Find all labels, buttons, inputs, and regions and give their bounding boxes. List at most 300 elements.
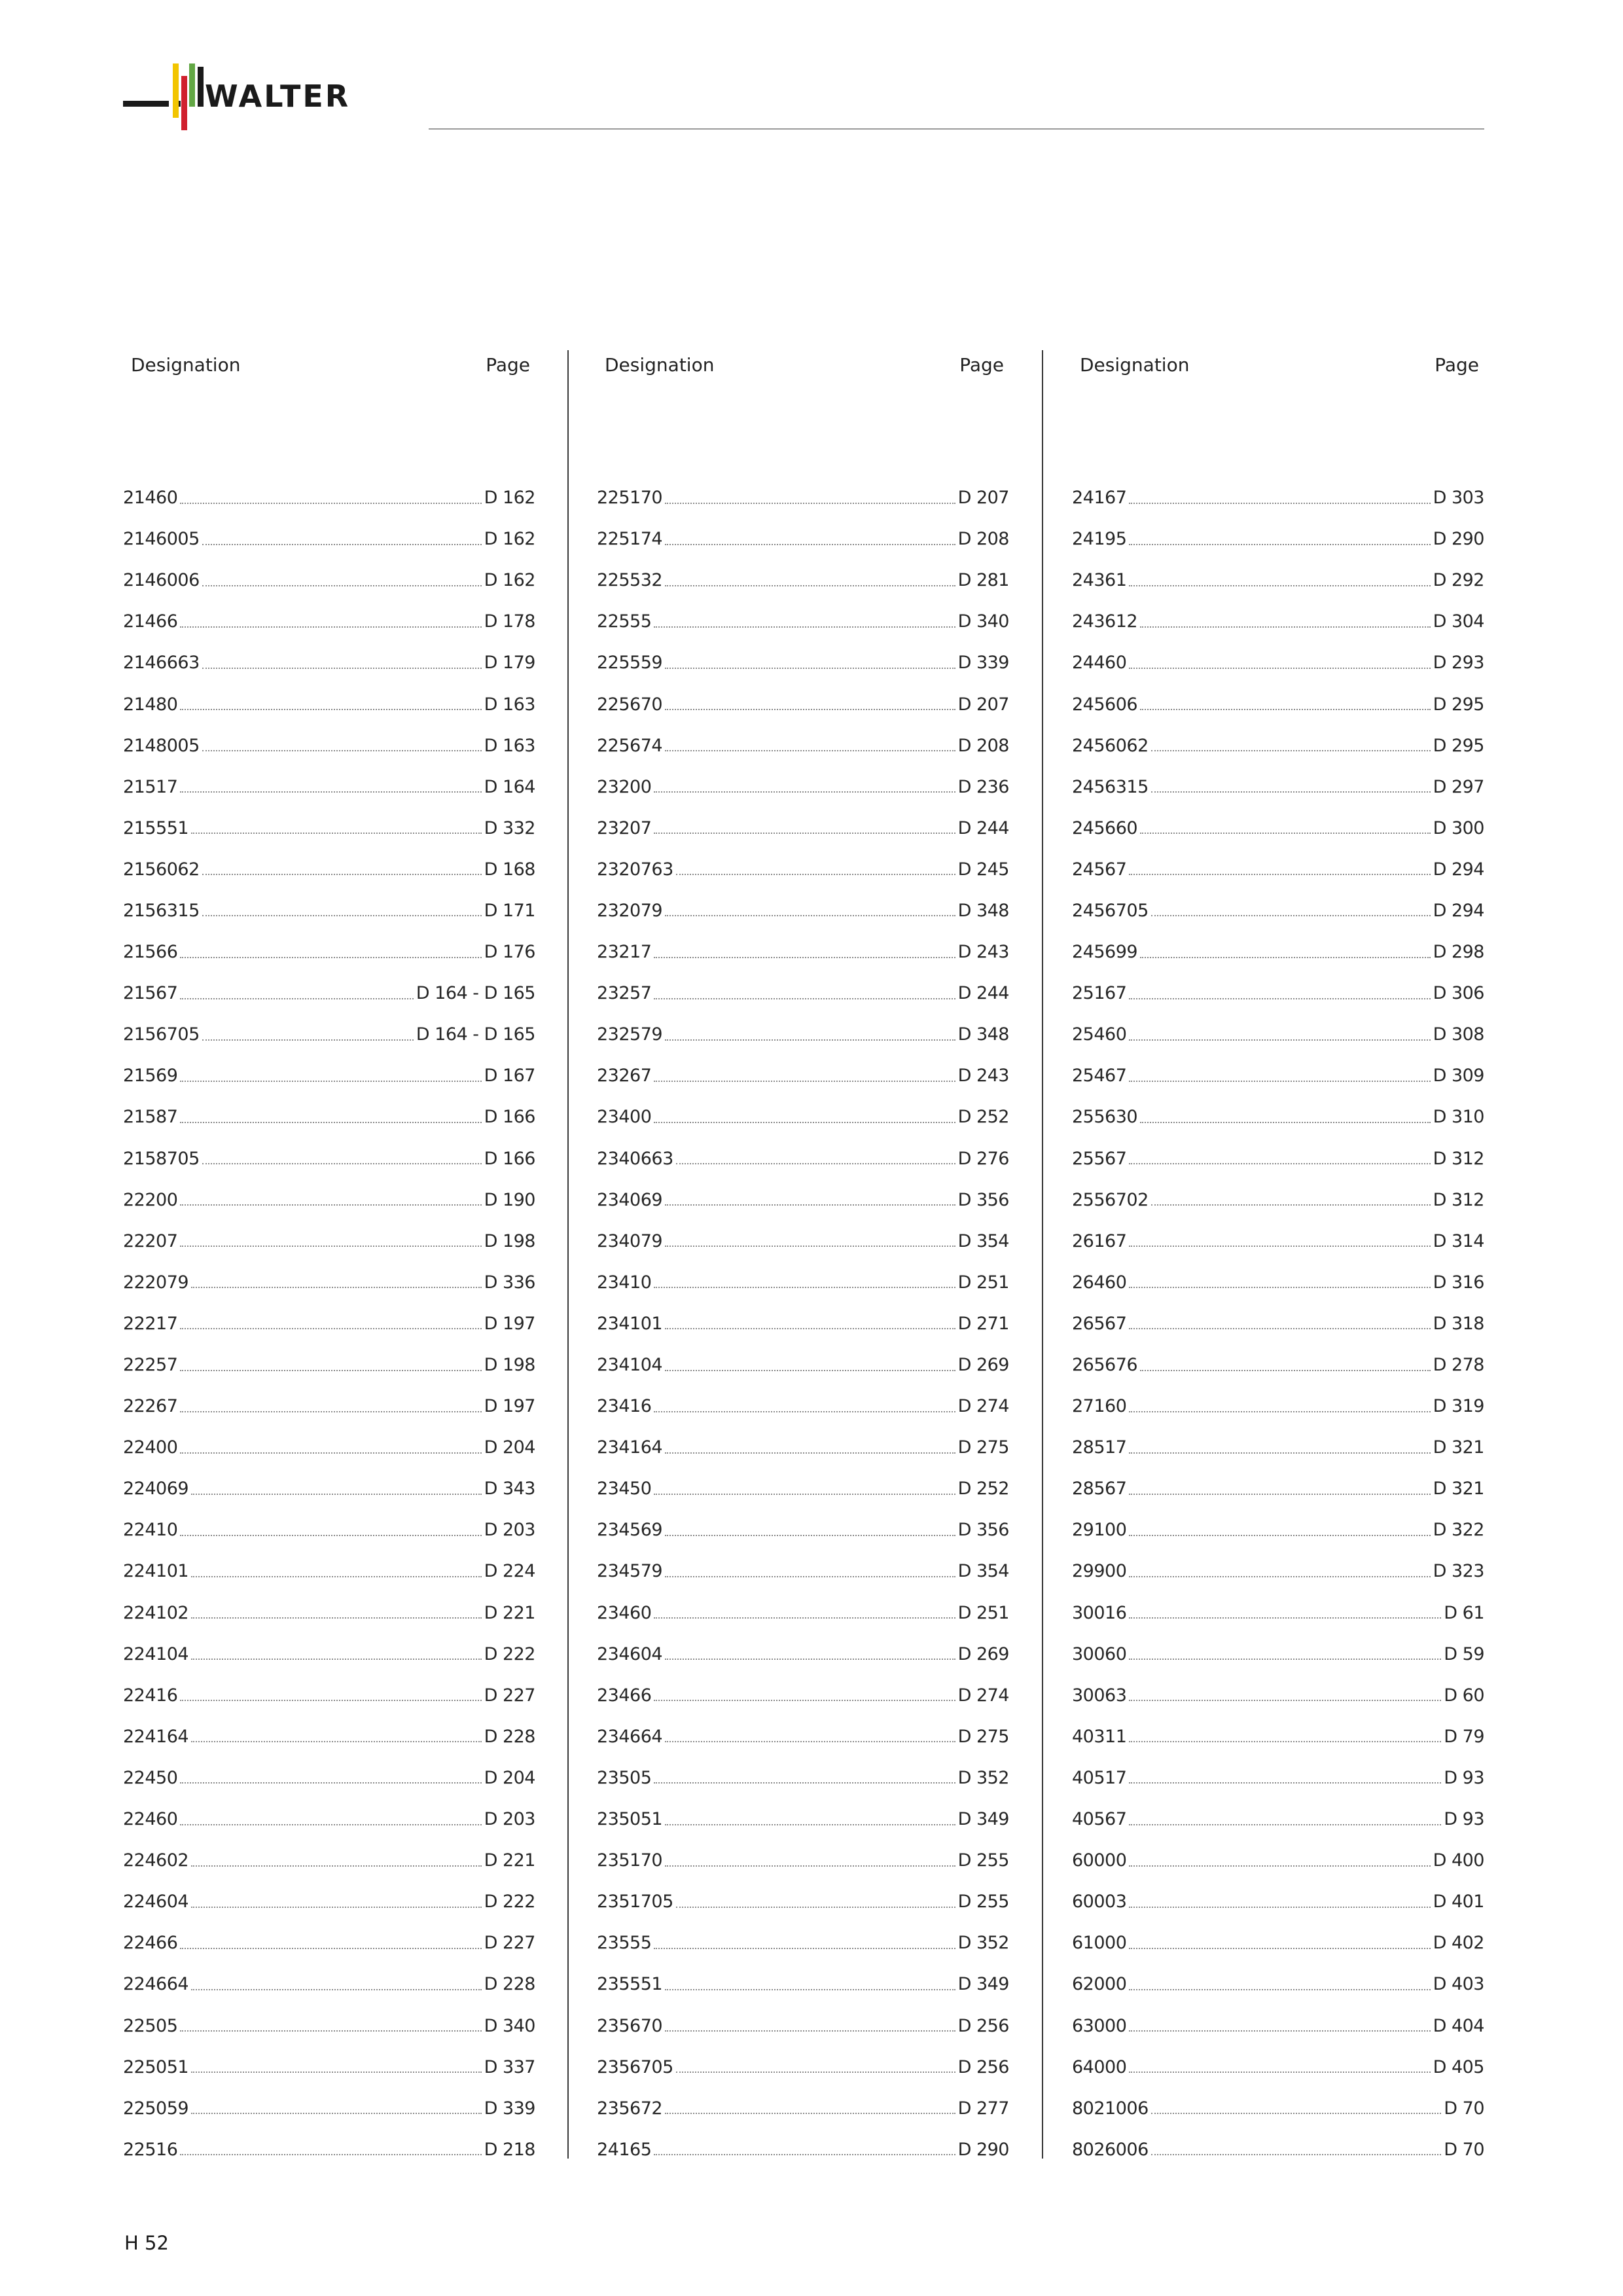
page-reference: D 162: [484, 570, 535, 591]
page-reference: D 70: [1444, 2139, 1484, 2160]
index-row: [123, 1922, 535, 1964]
index-row: [597, 1840, 1009, 1881]
dot-leader: [180, 626, 481, 628]
dot-leader: [180, 1452, 481, 1454]
page-reference: D 207: [957, 694, 1009, 715]
designation-value: 23410: [597, 1272, 652, 1293]
page-reference: D 402: [1433, 1933, 1484, 1954]
index-row: [597, 1799, 1009, 1840]
dot-leader: [654, 1081, 955, 1082]
index-row: [1072, 1964, 1484, 2005]
page-reference: D 339: [484, 2098, 535, 2119]
dot-leader: [1129, 1659, 1441, 1660]
index-column-3: [1072, 350, 1484, 2170]
dot-leader: [180, 998, 413, 999]
designation-value: 234104: [597, 1355, 663, 1376]
dot-leader: [191, 1741, 482, 1742]
designation-value: 225674: [597, 735, 663, 756]
index-row: [597, 1716, 1009, 1757]
page-reference: D 322: [1433, 1520, 1484, 1541]
designation-value: 21480: [123, 694, 178, 715]
page-reference: D 348: [957, 900, 1009, 921]
designation-heading: Designation: [1080, 353, 1190, 376]
index-row: [1072, 1757, 1484, 1799]
dot-leader: [654, 626, 955, 628]
designation-value: 23460: [597, 1602, 652, 1623]
walter-logo: [123, 60, 398, 134]
page-reference: D 198: [484, 1230, 535, 1251]
dot-leader: [1129, 1617, 1441, 1619]
index-row: [597, 1138, 1009, 1179]
dot-leader: [1151, 791, 1431, 793]
designation-value: 2456315: [1072, 776, 1149, 797]
index-row: [123, 2047, 535, 2088]
designation-value: 21569: [123, 1066, 178, 1086]
index-row: [1072, 2088, 1484, 2129]
index-row: [597, 973, 1009, 1014]
designation-value: 30016: [1072, 1602, 1127, 1623]
designation-value: 245606: [1072, 694, 1138, 715]
page-reference: D 198: [484, 1355, 535, 1376]
designation-value: 22460: [123, 1809, 178, 1830]
designation-value: 224664: [123, 1974, 189, 1995]
index-row: [123, 2088, 535, 2129]
dot-leader: [191, 833, 482, 834]
page-reference: D 244: [957, 817, 1009, 838]
designation-value: 22555: [597, 611, 652, 632]
page-reference: D 269: [957, 1643, 1009, 1664]
dot-leader: [202, 668, 482, 669]
designation-value: 2156315: [123, 900, 200, 921]
page-reference: D 297: [1433, 776, 1484, 797]
designation-value: 30063: [1072, 1685, 1127, 1706]
page-reference: D 256: [957, 2056, 1009, 2077]
dot-leader: [1129, 2072, 1430, 2073]
page-reference: D 336: [484, 1272, 535, 1293]
page-reference: D 79: [1444, 1726, 1484, 1747]
dot-leader: [180, 1782, 481, 1784]
designation-value: 24361: [1072, 570, 1127, 591]
dot-leader: [1129, 1163, 1430, 1164]
dot-leader: [665, 1576, 955, 1577]
page-reference: D 308: [1433, 1024, 1484, 1045]
index-row: [597, 1757, 1009, 1799]
index-row: [1072, 477, 1484, 518]
dot-leader: [1129, 1948, 1430, 1949]
dot-leader: [180, 709, 481, 710]
index-row: [123, 1014, 535, 1055]
dot-leader: [1129, 1700, 1441, 1701]
dot-leader: [1129, 1741, 1441, 1742]
page-reference: D 337: [484, 2056, 535, 2077]
index-row: [1072, 849, 1484, 890]
dot-leader: [665, 750, 955, 751]
designation-value: 234664: [597, 1726, 663, 1747]
index-row: [1072, 1344, 1484, 1386]
index-row: [597, 2129, 1009, 2170]
index-row: [1072, 518, 1484, 560]
page-reference: D 298: [1433, 942, 1484, 963]
dot-leader: [1151, 1204, 1431, 1206]
index-row: [123, 601, 535, 642]
dot-leader: [180, 1948, 481, 1949]
page-reference: D 70: [1444, 2098, 1484, 2119]
designation-value: 21566: [123, 942, 178, 963]
dot-leader: [1129, 1535, 1430, 1536]
dot-leader: [202, 544, 482, 545]
index-row: [123, 1386, 535, 1427]
index-row: [1072, 1592, 1484, 1634]
index-row: [597, 2047, 1009, 2088]
index-row: [1072, 1799, 1484, 1840]
page-reference: D 349: [957, 1809, 1009, 1830]
page-number: H 52: [124, 2232, 169, 2254]
page-reference: D 61: [1444, 1602, 1484, 1623]
designation-value: 2556702: [1072, 1189, 1149, 1210]
dot-leader: [676, 2072, 955, 2073]
dot-leader: [180, 1535, 481, 1536]
index-row: [597, 2088, 1009, 2129]
dot-leader: [180, 1370, 481, 1371]
page-reference: D 236: [957, 776, 1009, 797]
dot-leader: [180, 1122, 481, 1123]
page-reference: D 349: [957, 1974, 1009, 1995]
index-row: [597, 642, 1009, 683]
page-reference: D 60: [1444, 1685, 1484, 1706]
page-reference: D 352: [957, 1767, 1009, 1788]
dot-leader: [665, 668, 955, 669]
dot-leader: [665, 1204, 955, 1206]
page-reference: D 204: [484, 1437, 535, 1458]
index-row: [1072, 1716, 1484, 1757]
index-row: [123, 1964, 535, 2005]
index-row: [597, 1303, 1009, 1344]
page-reference: D 306: [1433, 983, 1484, 1004]
designation-value: 22466: [123, 1933, 178, 1954]
index-row: [123, 1881, 535, 1922]
designation-value: 24195: [1072, 529, 1127, 550]
page-reference: D 348: [957, 1024, 1009, 1045]
index-row: [597, 1634, 1009, 1675]
designation-value: 225532: [597, 570, 663, 591]
dot-leader: [180, 1328, 481, 1329]
page-reference: D 197: [484, 1396, 535, 1417]
index-row: [123, 1716, 535, 1757]
dot-leader: [654, 998, 955, 999]
index-row: [123, 683, 535, 725]
index-row: [1072, 601, 1484, 642]
index-row: [1072, 1509, 1484, 1551]
dot-leader: [1129, 668, 1430, 669]
designation-value: 64000: [1072, 2056, 1127, 2077]
designation-value: 29100: [1072, 1520, 1127, 1541]
index-row: [1072, 766, 1484, 808]
page-reference: D 312: [1433, 1189, 1484, 1210]
index-row: [597, 1386, 1009, 1427]
designation-value: 23555: [597, 1933, 652, 1954]
dot-leader: [654, 1700, 955, 1701]
page-reference: D 295: [1433, 735, 1484, 756]
designation-value: 234164: [597, 1437, 663, 1458]
designation-heading: Designation: [605, 353, 715, 376]
dot-leader: [1129, 1287, 1430, 1288]
page-reference: D 255: [957, 1850, 1009, 1871]
designation-value: 26567: [1072, 1313, 1127, 1334]
designation-value: 2320763: [597, 859, 673, 880]
page-reference: D 332: [484, 817, 535, 838]
index-row: [1072, 1386, 1484, 1427]
dot-leader: [180, 503, 481, 504]
dot-leader: [676, 1907, 955, 1908]
designation-value: 25467: [1072, 1066, 1127, 1086]
designation-value: 26167: [1072, 1230, 1127, 1251]
page-reference: D 164: [484, 776, 535, 797]
designation-value: 23466: [597, 1685, 652, 1706]
page-reference: D 93: [1444, 1809, 1484, 1830]
page-reference: D 197: [484, 1313, 535, 1334]
designation-value: 25460: [1072, 1024, 1127, 1045]
page-reference: D 203: [484, 1520, 535, 1541]
designation-value: 22416: [123, 1685, 178, 1706]
designation-value: 2156705: [123, 1024, 200, 1045]
page-heading: Page: [1435, 353, 1479, 376]
index-row: [597, 1179, 1009, 1221]
dot-leader: [180, 957, 481, 958]
index-row: [597, 931, 1009, 973]
dot-leader: [665, 1246, 955, 1247]
page-reference: D 401: [1433, 1892, 1484, 1912]
dot-leader: [665, 1865, 955, 1867]
index-row: [1072, 1096, 1484, 1138]
designation-value: 225170: [597, 488, 663, 509]
designation-value: 24460: [1072, 653, 1127, 673]
designation-value: 224604: [123, 1892, 189, 1912]
index-row: [1072, 1551, 1484, 1592]
page-reference: D 227: [484, 1933, 535, 1954]
index-row: [123, 1675, 535, 1716]
page-reference: D 309: [1433, 1066, 1484, 1086]
designation-value: 224069: [123, 1479, 189, 1499]
page-reference: D 221: [484, 1602, 535, 1623]
page-reference: D 228: [484, 1726, 535, 1747]
dot-leader: [1129, 1494, 1430, 1495]
dot-leader: [676, 874, 955, 875]
dot-leader: [1140, 626, 1431, 628]
page-reference: D 208: [957, 529, 1009, 550]
designation-value: 2146006: [123, 570, 200, 591]
index-rows: [1072, 477, 1484, 2170]
designation-value: 23416: [597, 1396, 652, 1417]
dot-leader: [665, 709, 955, 710]
page-reference: D 178: [484, 611, 535, 632]
dot-leader: [191, 2113, 482, 2114]
index-row: [1072, 1675, 1484, 1716]
index-row: [1072, 1138, 1484, 1179]
designation-value: 235051: [597, 1809, 663, 1830]
page-reference: D 292: [1433, 570, 1484, 591]
dot-leader: [665, 585, 955, 586]
index-row: [597, 1055, 1009, 1096]
page-reference: D 207: [957, 488, 1009, 509]
page-reference: D 269: [957, 1355, 1009, 1376]
designation-value: 22400: [123, 1437, 178, 1458]
designation-value: 2356705: [597, 2056, 673, 2077]
designation-value: 28567: [1072, 1479, 1127, 1499]
page-reference: D 281: [957, 570, 1009, 591]
designation-value: 234579: [597, 1561, 663, 1582]
dot-leader: [191, 1907, 482, 1908]
index-row: [123, 1551, 535, 1592]
designation-value: 40311: [1072, 1726, 1127, 1747]
page-reference: D 277: [957, 2098, 1009, 2119]
index-row: [123, 642, 535, 683]
designation-value: 234069: [597, 1189, 663, 1210]
dot-leader: [665, 2113, 955, 2114]
index-row: [597, 1468, 1009, 1509]
designation-value: 28517: [1072, 1437, 1127, 1458]
page-reference: D 400: [1433, 1850, 1484, 1871]
page-reference: D 224: [484, 1561, 535, 1582]
page-reference: D 203: [484, 1809, 535, 1830]
designation-value: 24167: [1072, 488, 1127, 509]
designation-heading: Designation: [131, 353, 241, 376]
designation-value: 40567: [1072, 1809, 1127, 1830]
dot-leader: [202, 1163, 482, 1164]
dot-leader: [180, 1700, 481, 1701]
index-row: [1072, 2129, 1484, 2170]
index-row: [1072, 1303, 1484, 1344]
designation-value: 265676: [1072, 1355, 1138, 1376]
page-reference: D 222: [484, 1643, 535, 1664]
page-reference: D 354: [957, 1561, 1009, 1582]
page-reference: D 404: [1433, 2015, 1484, 2036]
index-row: [123, 931, 535, 973]
index-row: [597, 560, 1009, 601]
page-reference: D 300: [1433, 817, 1484, 838]
index-row: [1072, 1634, 1484, 1675]
designation-value: 23207: [597, 817, 652, 838]
dot-leader: [654, 1782, 955, 1784]
designation-value: 30060: [1072, 1643, 1127, 1664]
index-row: [1072, 560, 1484, 601]
dot-leader: [654, 791, 955, 793]
index-row: [597, 1881, 1009, 1922]
designation-value: 23267: [597, 1066, 652, 1086]
index-row: [597, 1014, 1009, 1055]
dot-leader: [1151, 2113, 1442, 2114]
page-reference: D 312: [1433, 1148, 1484, 1169]
dot-leader: [191, 2072, 482, 2073]
page-reference: D 245: [957, 859, 1009, 880]
index-row: [1072, 642, 1484, 683]
index-row: [1072, 1055, 1484, 1096]
index-row: [123, 1468, 535, 1509]
designation-value: 8021006: [1072, 2098, 1149, 2119]
dot-leader: [654, 833, 955, 834]
index-row: [597, 518, 1009, 560]
page-reference: D 319: [1433, 1396, 1484, 1417]
dot-leader: [665, 1535, 955, 1536]
index-row: [123, 1221, 535, 1262]
page-reference: D 167: [484, 1066, 535, 1086]
designation-value: 22217: [123, 1313, 178, 1334]
index-row: [597, 1922, 1009, 1964]
page-reference: D 93: [1444, 1767, 1484, 1788]
dot-leader: [1129, 998, 1430, 999]
index-rows: [123, 477, 535, 2170]
page-reference: D 339: [957, 653, 1009, 673]
page-reference: D 179: [484, 653, 535, 673]
index-row: [123, 725, 535, 766]
designation-value: 225559: [597, 653, 663, 673]
index-row: [123, 1262, 535, 1303]
index-row: [123, 849, 535, 890]
page-reference: D 405: [1433, 2056, 1484, 2077]
dot-leader: [202, 585, 482, 586]
dot-leader: [1140, 1370, 1431, 1371]
dot-leader: [1151, 2154, 1442, 2155]
dot-leader: [180, 1204, 481, 1206]
page-reference: D 352: [957, 1933, 1009, 1954]
dot-leader: [665, 1824, 955, 1825]
page-reference: D 323: [1433, 1561, 1484, 1582]
index-row: [123, 1096, 535, 1138]
index-row: [123, 1344, 535, 1386]
designation-value: 61000: [1072, 1933, 1127, 1954]
dot-leader: [665, 1452, 955, 1454]
page-reference: D 294: [1433, 859, 1484, 880]
dot-leader: [665, 1370, 955, 1371]
page-reference: D 162: [484, 529, 535, 550]
index-row: [1072, 931, 1484, 973]
index-row: [1072, 1262, 1484, 1303]
dot-leader: [654, 957, 955, 958]
designation-value: 225059: [123, 2098, 189, 2119]
index-row: [1072, 973, 1484, 1014]
designation-value: 2146663: [123, 653, 200, 673]
designation-value: 21567: [123, 983, 178, 1004]
dot-leader: [180, 2154, 481, 2155]
dot-leader: [665, 503, 955, 504]
dot-leader: [665, 544, 955, 545]
dot-leader: [654, 1948, 955, 1949]
designation-value: 27160: [1072, 1396, 1127, 1417]
page-reference: D 274: [957, 1685, 1009, 1706]
designation-value: 2351705: [597, 1892, 673, 1912]
page-reference: D 321: [1433, 1479, 1484, 1499]
designation-value: 245660: [1072, 817, 1138, 838]
index-row: [123, 1138, 535, 1179]
designation-value: 22450: [123, 1767, 178, 1788]
index-row: [123, 1303, 535, 1344]
dot-leader: [654, 1617, 955, 1619]
page-reference: D 343: [484, 1479, 535, 1499]
index-row: [123, 477, 535, 518]
brand-wordmark: WALTER: [205, 79, 351, 114]
designation-value: 232579: [597, 1024, 663, 1045]
index-row: [597, 766, 1009, 808]
page-reference: D 251: [957, 1602, 1009, 1623]
designation-value: 25567: [1072, 1148, 1127, 1169]
designation-value: 224102: [123, 1602, 189, 1623]
designation-value: 22267: [123, 1396, 178, 1417]
dot-leader: [654, 1287, 955, 1288]
index-row: [597, 1262, 1009, 1303]
page-reference: D 164 - D 165: [416, 1024, 535, 1045]
page-reference: D 163: [484, 735, 535, 756]
page-reference: D 227: [484, 1685, 535, 1706]
page-reference: D 340: [957, 611, 1009, 632]
